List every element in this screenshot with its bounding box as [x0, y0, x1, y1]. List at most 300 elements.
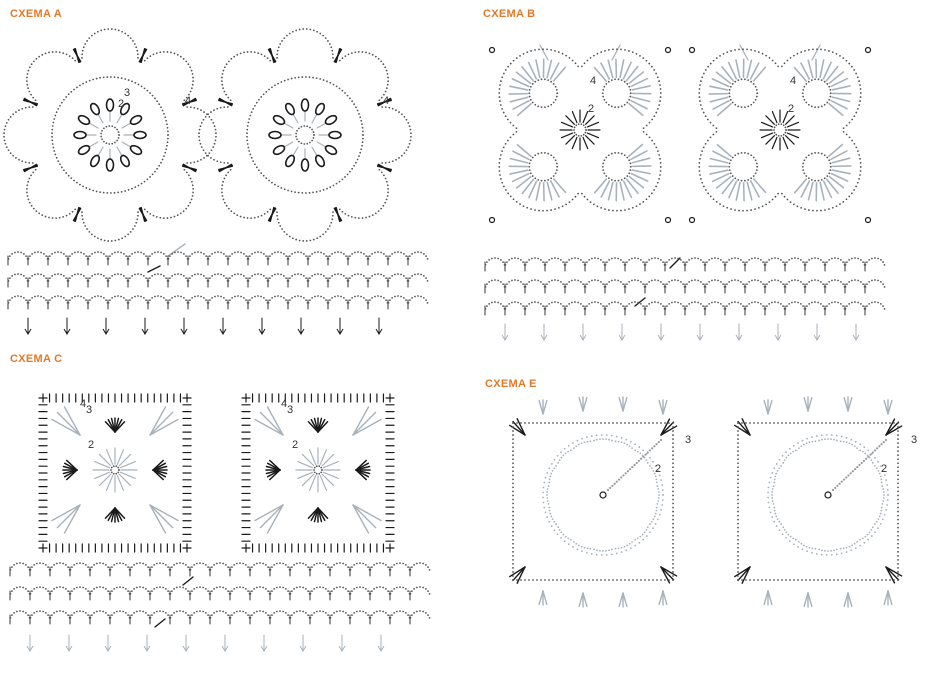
chain-loop: [248, 295, 269, 304]
top-tr-stitch: [812, 45, 820, 60]
chain-loop: [210, 610, 231, 619]
bobble-stitch: [302, 99, 309, 111]
chain-loop: [108, 251, 129, 260]
center-dc: [587, 122, 598, 127]
outer-petal-chain: [381, 106, 412, 164]
chain-loop: [290, 562, 311, 571]
chain-loop: [190, 562, 211, 571]
chain-loop: [745, 301, 766, 310]
leaf-chain-center: [602, 152, 632, 182]
chain-loop: [685, 257, 706, 266]
center-dc: [89, 142, 98, 147]
chain-loop: [48, 273, 69, 282]
chain-loop: [90, 586, 111, 595]
center-dc: [772, 137, 777, 148]
chain-loop: [148, 251, 169, 260]
center-dc: [562, 133, 573, 138]
chain-loop: [410, 610, 431, 619]
center-dc: [786, 116, 794, 124]
chain-loop: [128, 273, 149, 282]
chain-loop: [228, 273, 249, 282]
leaf-dc-fan: [609, 182, 613, 199]
chain-loop: [310, 610, 331, 619]
outer-petal-chain: [339, 169, 389, 219]
chain-loop: [90, 562, 111, 571]
chain-loop: [130, 610, 151, 619]
chain-loop: [128, 251, 149, 260]
center-dc: [293, 114, 298, 123]
chain-loop: [705, 257, 726, 266]
chain-loop: [805, 257, 826, 266]
leaf-dc-fan: [710, 170, 728, 174]
leaf-dc-fan: [747, 182, 752, 199]
chain-loop: [805, 301, 826, 310]
center-dc: [762, 122, 773, 127]
chain-loop: [785, 301, 806, 310]
picot-ring: [866, 48, 871, 53]
picot-ring: [490, 48, 495, 53]
chain-loop: [250, 610, 271, 619]
joining-chain: [168, 244, 185, 256]
chain-loop: [525, 301, 546, 310]
scheme-c-label-round-2-left: 2: [88, 439, 95, 451]
chain-loop: [645, 257, 666, 266]
chain-loop: [585, 301, 606, 310]
start-chain: [607, 439, 662, 491]
center-dc: [122, 123, 131, 128]
chain-loop: [110, 562, 131, 571]
chain-loop: [128, 295, 149, 304]
chain-loop: [210, 562, 231, 571]
bobble-stitch: [324, 114, 338, 126]
chain-loop: [865, 301, 886, 310]
chain-loop: [30, 586, 51, 595]
center-ring: [110, 465, 120, 474]
bobble-stitch: [77, 144, 91, 156]
leaf-chain-center: [528, 152, 558, 182]
bobble-stitch: [77, 114, 91, 126]
chain-loop: [210, 586, 231, 595]
center-dc: [312, 114, 317, 123]
leaf-dc-fan: [832, 86, 850, 90]
chain-loop: [605, 257, 626, 266]
center-dc: [587, 133, 598, 138]
scheme-c-label-round-3-right: 3: [287, 404, 294, 416]
chain-loop: [290, 610, 311, 619]
chain-loop: [485, 301, 506, 310]
chain-loop: [88, 251, 109, 260]
chain-loop: [410, 562, 431, 571]
leaf-dc-fan: [710, 97, 727, 102]
center-dc: [787, 133, 798, 138]
chain-loop: [50, 562, 71, 571]
chain-loop: [330, 586, 351, 595]
chain-loop: [388, 251, 409, 260]
petal-chain: [573, 541, 591, 550]
scheme-c-diagram: [0, 345, 475, 680]
square-chain: [737, 422, 739, 581]
chain-loop: [10, 586, 31, 595]
center-ring: [313, 465, 323, 474]
center-ring: [773, 123, 787, 136]
chain-loop: [50, 586, 71, 595]
center-dc: [783, 137, 788, 148]
leaf-dc-fan: [510, 170, 528, 174]
scheme-c-label-round-3-left: 3: [86, 404, 93, 416]
leaf-dc-fan: [510, 86, 528, 90]
chain-loop: [190, 586, 211, 595]
chain-loop: [505, 257, 526, 266]
leaf-dc-fan: [747, 60, 751, 77]
chain-loop: [228, 295, 249, 304]
leaf-dc-fan: [547, 182, 552, 199]
chain-loop: [268, 273, 289, 282]
picot-ring: [666, 218, 671, 223]
center-dc: [586, 116, 594, 124]
chain-loop: [410, 586, 431, 595]
center-dc: [317, 142, 326, 147]
chain-loop: [545, 257, 566, 266]
start-chain: [832, 439, 887, 491]
chain-loop: [130, 562, 151, 571]
center-dc: [284, 142, 293, 147]
petal-chain: [782, 449, 796, 463]
chain-loop: [368, 251, 389, 260]
leaf-dc-fan: [832, 158, 849, 163]
chain-loop: [48, 295, 69, 304]
center-dc: [98, 114, 103, 123]
petal-chain: [657, 485, 660, 505]
chain-loop: [268, 295, 289, 304]
center-dc: [783, 112, 788, 123]
chain-loop: [368, 273, 389, 282]
chain-loop: [585, 257, 606, 266]
chain-loop: [188, 273, 209, 282]
chain-loop: [525, 279, 546, 288]
scheme-e-label-round-3-left: 3: [685, 434, 692, 446]
bobble-stitch: [107, 159, 114, 171]
chain-loop: [845, 301, 866, 310]
chain-loop: [645, 301, 666, 310]
leaf-chain-center: [802, 78, 832, 108]
chain-loop: [288, 251, 309, 260]
center-dc: [284, 123, 293, 128]
chain-loop: [150, 610, 171, 619]
chain-loop: [170, 586, 191, 595]
scheme-c-label-round-2-right: 2: [292, 439, 299, 451]
chain-loop: [48, 251, 69, 260]
chain-loop: [865, 257, 886, 266]
leaf-dc-fan: [547, 60, 551, 77]
leaf-dc-fan: [620, 182, 624, 200]
chain-loop: [70, 562, 91, 571]
center-dc: [117, 147, 122, 156]
chain-loop: [70, 610, 91, 619]
joining-sc: [148, 266, 160, 272]
petal-chain: [649, 507, 658, 525]
scheme-a-label-round-2: 2: [118, 98, 125, 110]
petal-chain: [874, 507, 883, 525]
top-tr-stitch: [740, 45, 748, 60]
chain-loop: [665, 279, 686, 288]
bobble-stitch: [129, 144, 143, 156]
petal-dc-group: [220, 164, 232, 171]
chain-loop: [228, 251, 249, 260]
chain-loop: [625, 279, 646, 288]
scheme-a-label-round-4-right: 4: [383, 95, 390, 107]
bobble-stitch: [272, 144, 286, 156]
chain-loop: [170, 562, 191, 571]
chain-loop: [8, 273, 29, 282]
scheme-a-diagram: [0, 0, 475, 340]
chain-loop: [545, 279, 566, 288]
leaf-chain-center: [528, 78, 558, 108]
chain-loop: [68, 273, 89, 282]
petal-chain: [798, 541, 816, 550]
chain-loop: [30, 610, 51, 619]
picot-ring: [690, 218, 695, 223]
chain-loop: [88, 273, 109, 282]
picot-ring: [490, 218, 495, 223]
leaf-dc-fan: [632, 170, 650, 174]
center-ring: [295, 125, 315, 145]
chain-loop: [665, 257, 686, 266]
chain-loop: [288, 295, 309, 304]
center-dc: [583, 112, 588, 123]
chain-loop: [208, 295, 229, 304]
chain-loop: [148, 273, 169, 282]
outer-petal-chain: [144, 169, 194, 219]
chain-loop: [725, 301, 746, 310]
chain-loop: [408, 273, 429, 282]
top-tr-stitch: [612, 45, 620, 60]
leaf-dc-fan: [832, 170, 850, 174]
petal-chain: [771, 485, 774, 505]
leaf-dc-fan: [736, 182, 740, 200]
outer-petal-chain: [339, 51, 389, 101]
chain-loop: [168, 251, 189, 260]
chain-loop: [188, 295, 209, 304]
scheme-b-label-round-2-left: 2: [588, 103, 595, 115]
petal-chain: [818, 549, 838, 552]
chain-loop: [28, 295, 49, 304]
petal-chain: [557, 449, 571, 463]
chain-loop: [108, 295, 129, 304]
petal-chain: [634, 449, 648, 463]
chain-loop: [250, 586, 271, 595]
bobble-stitch: [324, 144, 338, 156]
chain-loop: [525, 257, 546, 266]
leaf-dc-fan: [832, 97, 849, 101]
chain-loop: [388, 273, 409, 282]
scheme-c-title: CXEMA C: [10, 353, 63, 365]
chain-loop: [110, 610, 131, 619]
chain-loop: [845, 279, 866, 288]
chain-loop: [825, 301, 846, 310]
chain-loop: [188, 251, 209, 260]
chain-loop: [745, 257, 766, 266]
chain-loop: [705, 301, 726, 310]
petal-chain: [818, 438, 838, 441]
chain-loop: [350, 562, 371, 571]
center-dc: [117, 114, 122, 123]
petal-chain: [882, 485, 885, 505]
center-ring: [600, 492, 606, 498]
chain-loop: [408, 251, 429, 260]
leaf-chain-center: [602, 78, 632, 108]
chain-loop: [190, 610, 211, 619]
center-ring: [573, 123, 587, 136]
scheme-e-diagram: [475, 345, 950, 680]
chain-loop: [825, 257, 846, 266]
outer-petal-chain: [276, 211, 334, 242]
top-tr-stitch: [540, 45, 548, 60]
chain-loop: [605, 301, 626, 310]
chain-loop: [290, 586, 311, 595]
petal-chain: [573, 440, 591, 449]
chain-loop: [765, 279, 786, 288]
bobble-stitch: [314, 102, 326, 116]
leaf-dc-fan: [710, 86, 728, 90]
square-chain: [512, 422, 514, 581]
chain-loop: [370, 586, 391, 595]
chain-loop: [150, 586, 171, 595]
scheme-a-label-round-3: 3: [124, 87, 131, 99]
scheme-c-label-round-4-right: 4: [281, 398, 288, 410]
petal-chain: [557, 526, 571, 540]
picot-ring: [690, 48, 695, 53]
petal-dc-group: [74, 50, 81, 62]
chain-loop: [565, 301, 586, 310]
chain-loop: [745, 279, 766, 288]
outer-petal-chain: [3, 106, 34, 164]
chain-loop: [310, 562, 331, 571]
chain-loop: [208, 273, 229, 282]
chain-loop: [328, 273, 349, 282]
petal-chain: [634, 526, 648, 540]
center-dc: [317, 123, 326, 128]
chain-loop: [348, 295, 369, 304]
bobble-stitch: [107, 99, 114, 111]
bobble-stitch: [129, 114, 143, 126]
bobble-stitch: [329, 132, 341, 139]
leaf-dc-fan: [632, 158, 649, 163]
bobble-stitch: [284, 102, 296, 116]
leaf-dc-fan: [632, 97, 649, 101]
leaf-dc-fan: [620, 60, 624, 78]
picot-ring: [866, 218, 871, 223]
outer-ring-chain: [767, 434, 889, 556]
bobble-stitch: [272, 114, 286, 126]
chain-loop: [785, 279, 806, 288]
center-dc: [786, 136, 794, 144]
petal-dc-group: [334, 208, 341, 220]
leaf-dc-fan: [632, 86, 650, 90]
chain-loop: [348, 273, 369, 282]
chain-loop: [565, 279, 586, 288]
leaf-dc-fan: [710, 159, 727, 163]
center-dc: [772, 112, 777, 123]
scheme-a-title: CXEMA A: [10, 8, 63, 20]
leaf-dc-fan: [608, 60, 613, 77]
leaf-dc-fan: [736, 60, 740, 78]
chain-loop: [705, 279, 726, 288]
chain-loop: [308, 273, 329, 282]
chain-loop: [685, 279, 706, 288]
square-chain: [672, 422, 674, 581]
chain-loop: [350, 610, 371, 619]
inner-chain-ring: [51, 76, 169, 194]
center-dc: [312, 147, 317, 156]
chain-loop: [330, 610, 351, 619]
chain-loop: [328, 295, 349, 304]
center-dc: [89, 123, 98, 128]
chain-loop: [310, 586, 331, 595]
square-chain: [737, 579, 899, 581]
chain-loop: [248, 273, 269, 282]
chain-loop: [68, 251, 89, 260]
center-dc: [572, 112, 577, 123]
chain-loop: [725, 257, 746, 266]
chain-loop: [330, 562, 351, 571]
center-dc: [572, 137, 577, 148]
chain-loop: [8, 251, 29, 260]
scheme-e-label-round-2-right: 2: [881, 463, 888, 475]
chain-loop: [328, 251, 349, 260]
center-dc: [98, 147, 103, 156]
picot-ring: [666, 48, 671, 53]
bobble-stitch: [119, 154, 131, 168]
chain-loop: [390, 562, 411, 571]
center-ring: [100, 125, 120, 145]
chain-loop: [545, 301, 566, 310]
chain-loop: [8, 295, 29, 304]
joining-sc: [155, 619, 165, 627]
bobble-stitch: [134, 132, 146, 139]
leaf-dc-fan: [808, 60, 813, 77]
chain-loop: [68, 295, 89, 304]
bobble-stitch: [302, 159, 309, 171]
petal-dc-group: [139, 208, 146, 220]
scheme-e-label-round-3-right: 3: [911, 434, 918, 446]
chain-loop: [150, 562, 171, 571]
scheme-b-diagram: [475, 0, 950, 345]
chain-loop: [248, 251, 269, 260]
petal-chain: [593, 438, 613, 441]
chain-loop: [725, 279, 746, 288]
chain-loop: [10, 562, 31, 571]
chain-loop: [230, 562, 251, 571]
scheme-b-title: CXEMA B: [483, 8, 536, 20]
chain-loop: [270, 562, 291, 571]
scheme-b-label-round-4-left: 4: [590, 75, 597, 87]
bobble-stitch: [89, 154, 101, 168]
center-dc: [766, 136, 774, 144]
chain-loop: [50, 610, 71, 619]
chain-loop: [208, 251, 229, 260]
chain-loop: [308, 295, 329, 304]
center-dc: [583, 137, 588, 148]
chain-loop: [408, 295, 429, 304]
chain-loop: [110, 586, 131, 595]
chain-loop: [250, 562, 271, 571]
chain-loop: [845, 257, 866, 266]
chain-loop: [168, 295, 189, 304]
chain-loop: [10, 610, 31, 619]
center-dc: [787, 122, 798, 127]
petal-chain: [546, 485, 549, 505]
chain-loop: [88, 295, 109, 304]
